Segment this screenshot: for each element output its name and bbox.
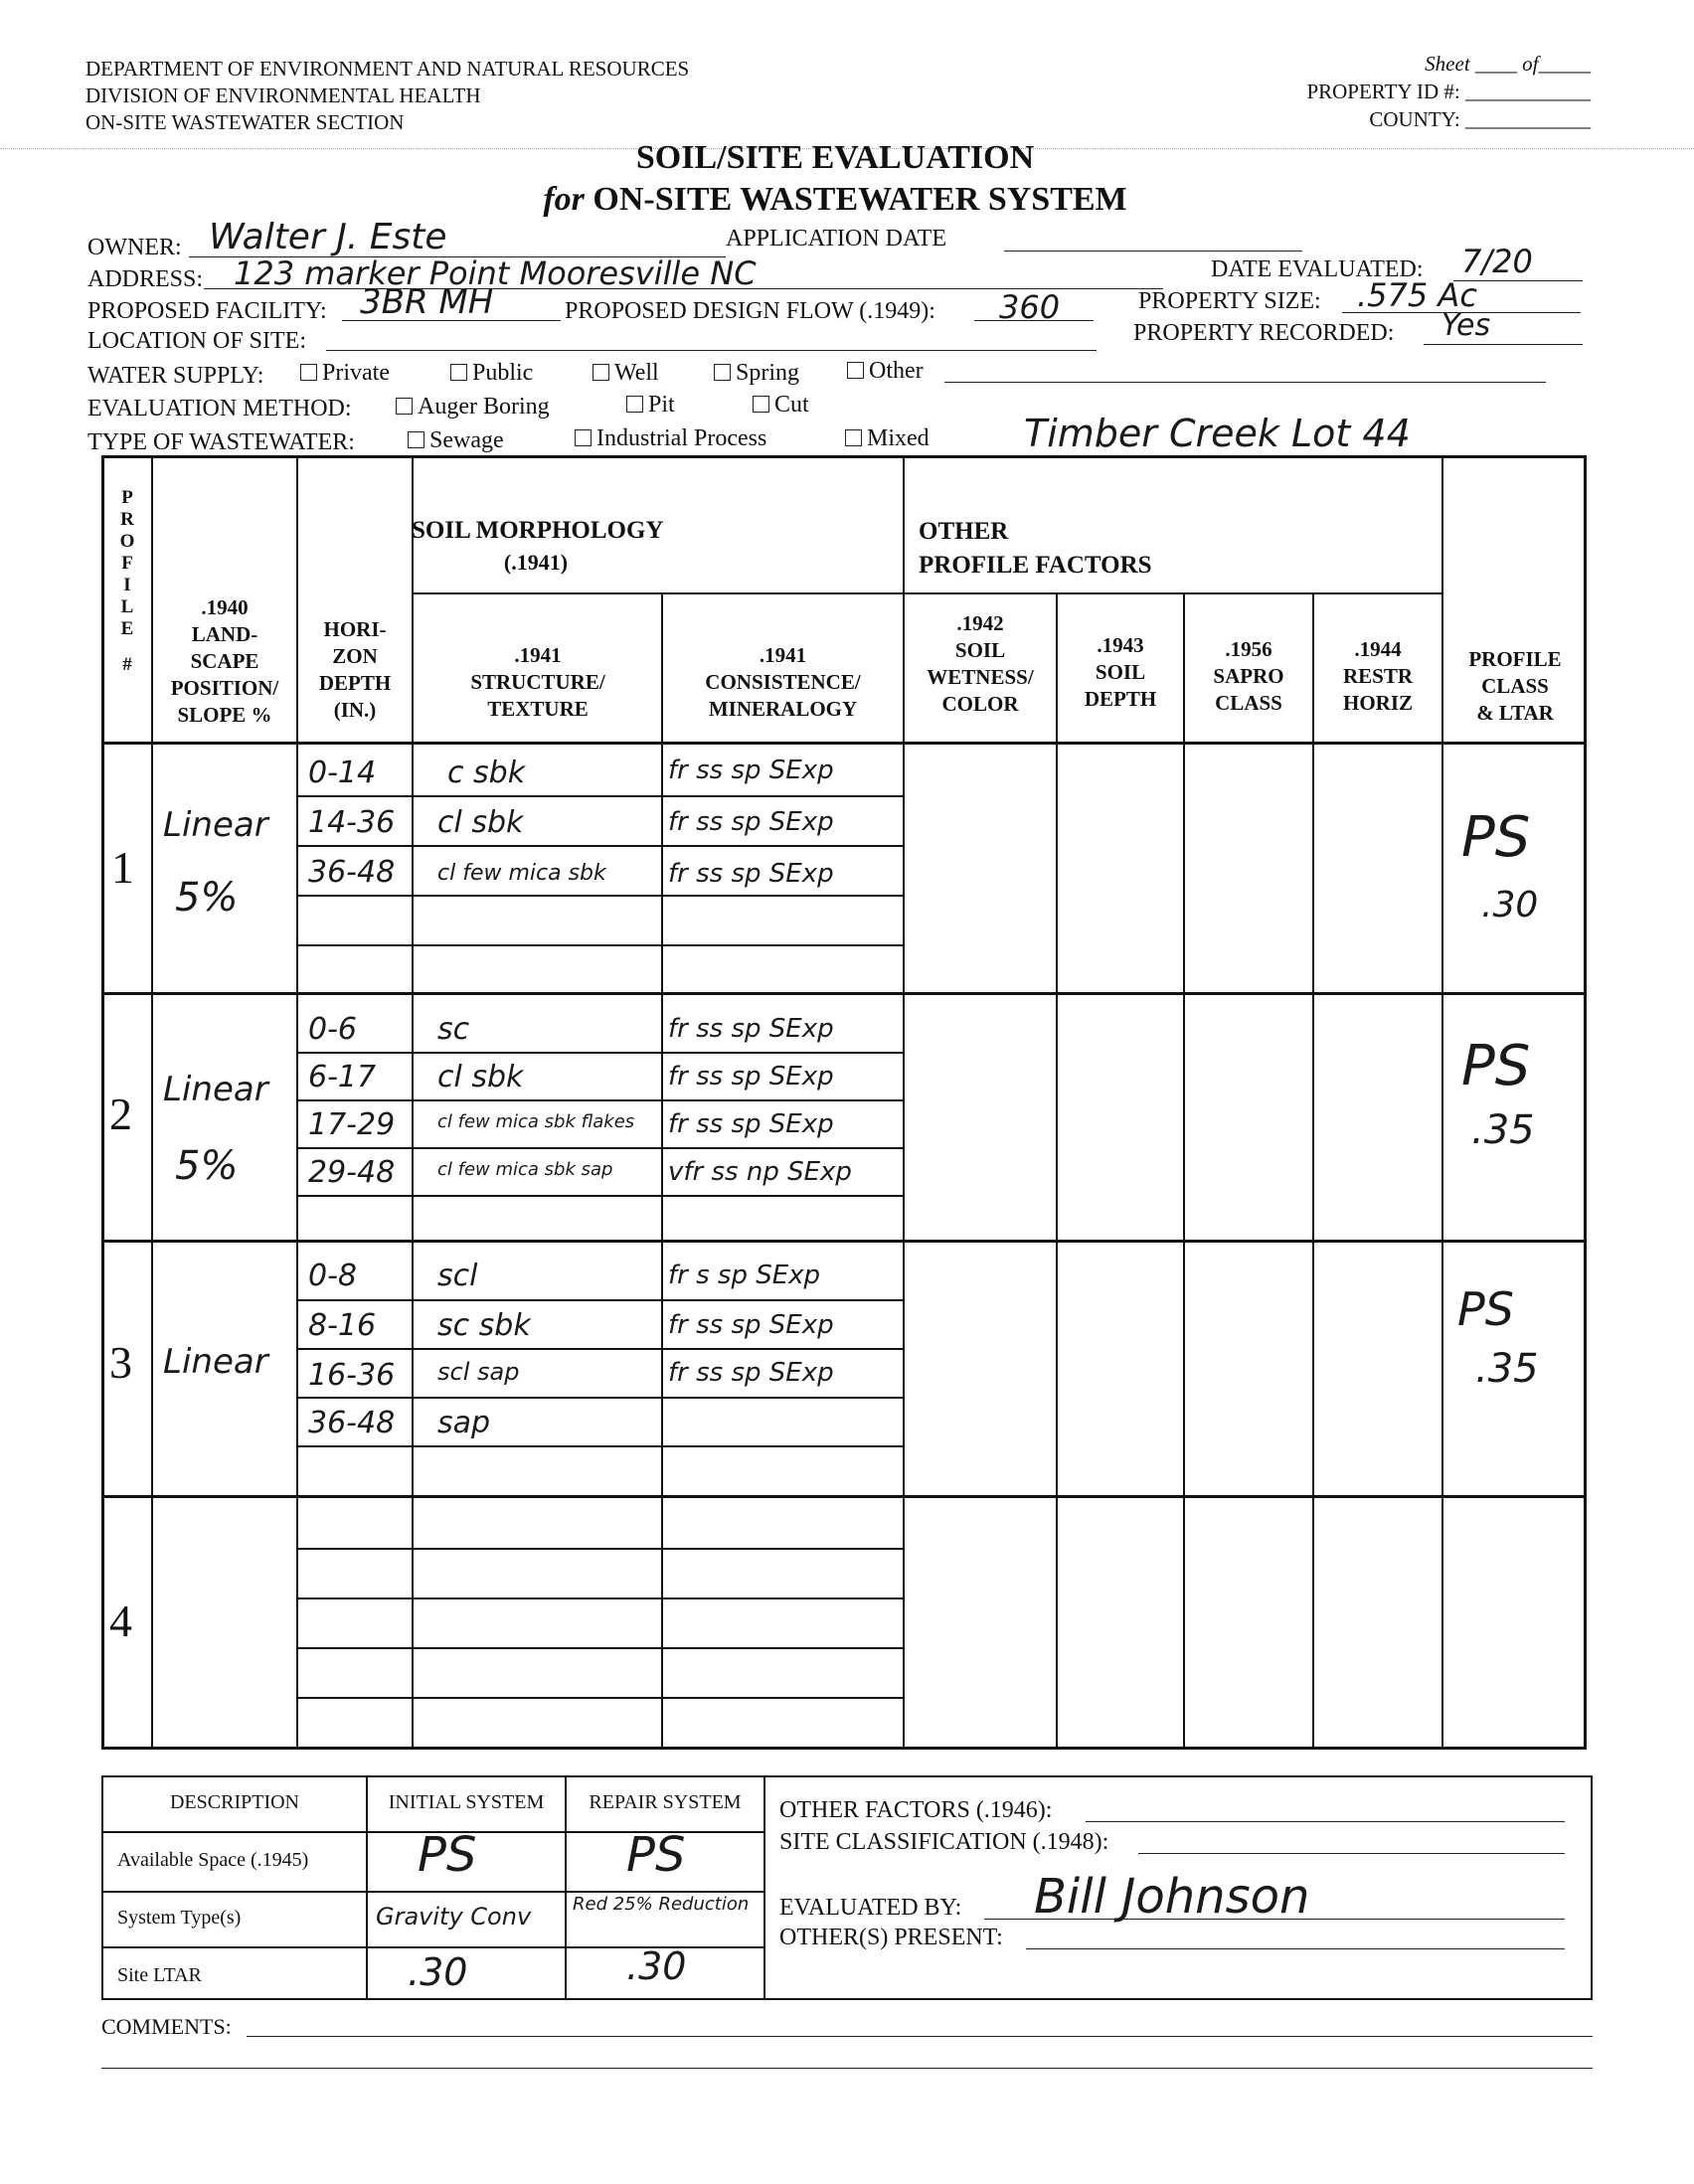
division-line: DIVISION OF ENVIRONMENTAL HEALTH bbox=[85, 84, 481, 107]
comments-label: COMMENTS: bbox=[101, 2014, 232, 2039]
evaluation-method-cut[interactable]: Cut bbox=[753, 392, 809, 419]
water-supply-other-field[interactable] bbox=[944, 382, 1546, 383]
structure-texture[interactable]: sc sbk bbox=[437, 1308, 531, 1343]
proposed-facility-field[interactable]: 3BR MH bbox=[360, 282, 494, 322]
site-ltar-label: Site LTAR bbox=[117, 1964, 202, 1986]
others-present-label: OTHER(S) PRESENT: bbox=[779, 1925, 1003, 1950]
consistence-mineralogy[interactable]: fr ss sp SExp bbox=[668, 1014, 834, 1044]
water-supply-well[interactable]: Well bbox=[593, 360, 659, 387]
evaluated-by-signature: Bill Johnson bbox=[1034, 1869, 1310, 1925]
checkbox-icon bbox=[753, 396, 769, 413]
horizon-depth-header: HORI- ZON DEPTH (IN.) bbox=[318, 617, 392, 722]
property-size-label: PROPERTY SIZE: bbox=[1138, 288, 1321, 314]
application-date-label: APPLICATION DATE bbox=[726, 226, 946, 252]
form-subtitle-for: for bbox=[543, 181, 585, 218]
evaluation-method-auger[interactable]: Auger Boring bbox=[396, 394, 550, 420]
water-supply-spring[interactable]: Spring bbox=[714, 360, 799, 387]
profile-number: 1 bbox=[111, 842, 134, 893]
structure-texture[interactable]: scl sap bbox=[437, 1358, 520, 1386]
available-space-initial[interactable]: PS bbox=[418, 1827, 477, 1883]
horizon-depth[interactable]: 8-16 bbox=[308, 1308, 377, 1343]
comments-field[interactable] bbox=[247, 2036, 1593, 2037]
profile-class-header: PROFILE CLASS & LTAR bbox=[1468, 647, 1562, 725]
water-supply-public[interactable]: Public bbox=[450, 360, 533, 387]
date-evaluated-label: DATE EVALUATED: bbox=[1211, 256, 1424, 282]
landscape-position[interactable]: Linear bbox=[163, 1342, 268, 1382]
sapro-header: .1956 SAPRO CLASS bbox=[1213, 637, 1284, 715]
location-field[interactable] bbox=[326, 350, 1097, 351]
structure-texture[interactable]: cl sbk bbox=[437, 1060, 524, 1094]
wastewater-mixed[interactable]: Mixed bbox=[845, 425, 930, 452]
form-title: SOIL/SITE EVALUATION bbox=[635, 139, 1035, 176]
profile-number: 4 bbox=[109, 1596, 132, 1646]
consistence-mineralogy[interactable]: vfr ss np SExp bbox=[668, 1157, 852, 1187]
property-recorded-field[interactable]: Yes bbox=[1441, 308, 1491, 343]
structure-texture[interactable]: c sbk bbox=[447, 756, 526, 790]
profile-ltar[interactable]: .35 bbox=[1471, 1107, 1535, 1153]
horizon-depth[interactable]: 0-8 bbox=[308, 1259, 357, 1293]
horizon-depth[interactable]: 36-48 bbox=[308, 1406, 396, 1440]
landscape-position[interactable]: Linear bbox=[163, 1070, 268, 1109]
consistence-mineralogy[interactable]: fr ss sp SExp bbox=[668, 756, 834, 785]
evaluated-by-label: EVALUATED BY: bbox=[779, 1895, 962, 1921]
wastewater-type-label: TYPE OF WASTEWATER: bbox=[87, 429, 355, 455]
structure-header: .1941 STRUCTURE/ TEXTURE bbox=[470, 643, 605, 721]
address-label: ADDRESS: bbox=[87, 266, 204, 292]
section-line: ON-SITE WASTEWATER SECTION bbox=[85, 110, 405, 134]
profile-number: 2 bbox=[109, 1089, 132, 1139]
horizon-depth[interactable]: 17-29 bbox=[308, 1107, 396, 1142]
landscape-slope[interactable]: 5% bbox=[175, 875, 239, 921]
structure-texture[interactable]: cl sbk bbox=[437, 805, 524, 840]
horizon-depth[interactable]: 6-17 bbox=[308, 1060, 377, 1094]
system-type-repair[interactable]: Red 25% Reduction bbox=[573, 1894, 750, 1915]
description-header: DESCRIPTION bbox=[169, 1791, 299, 1813]
wastewater-industrial[interactable]: Industrial Process bbox=[575, 425, 766, 452]
horizon-depth[interactable]: 0-14 bbox=[308, 756, 377, 790]
site-classification-label: SITE CLASSIFICATION (.1948): bbox=[779, 1829, 1109, 1855]
site-ltar-initial[interactable]: .30 bbox=[408, 1950, 468, 1994]
form-subtitle-text: ON-SITE WASTEWATER SYSTEM bbox=[593, 181, 1127, 218]
checkbox-icon bbox=[408, 431, 424, 448]
initial-system-header: INITIAL SYSTEM bbox=[388, 1791, 545, 1813]
soil-depth-header: .1943 SOIL DEPTH bbox=[1084, 633, 1157, 711]
repair-system-header: REPAIR SYSTEM bbox=[589, 1791, 742, 1813]
consistence-mineralogy[interactable]: fr ss sp SExp bbox=[668, 1109, 834, 1139]
structure-texture[interactable]: cl few mica sbk flakes bbox=[437, 1111, 635, 1132]
checkbox-icon bbox=[396, 398, 413, 415]
site-classification-field[interactable] bbox=[1138, 1853, 1565, 1854]
wastewater-sewage[interactable]: Sewage bbox=[408, 427, 504, 454]
address-field[interactable]: 123 marker Point Mooresville NC bbox=[234, 254, 757, 292]
structure-texture[interactable]: sap bbox=[437, 1406, 491, 1440]
checkbox-icon bbox=[593, 364, 609, 381]
evaluation-method-pit[interactable]: Pit bbox=[626, 392, 675, 419]
other-profile-factors-header: OTHER PROFILE FACTORS bbox=[919, 518, 1152, 579]
owner-label: OWNER: bbox=[87, 235, 182, 260]
landscape-slope[interactable]: 5% bbox=[175, 1143, 239, 1189]
consistence-mineralogy[interactable]: fr ss sp SExp bbox=[668, 807, 834, 837]
consistence-mineralogy[interactable]: fr ss sp SExp bbox=[668, 1310, 834, 1340]
checkbox-icon bbox=[714, 364, 731, 381]
horizon-depth[interactable]: 36-48 bbox=[308, 855, 396, 890]
property-recorded-label: PROPERTY RECORDED: bbox=[1133, 320, 1395, 346]
structure-texture[interactable]: sc bbox=[437, 1012, 470, 1047]
sheet-label: Sheet bbox=[1425, 52, 1470, 76]
profile-class[interactable]: PS bbox=[1461, 1034, 1531, 1098]
horizon-depth[interactable]: 0-6 bbox=[308, 1012, 357, 1047]
system-type-label: System Type(s) bbox=[117, 1907, 242, 1929]
property-size-field[interactable]: .575 Ac bbox=[1357, 276, 1477, 314]
landscape-position[interactable]: Linear bbox=[163, 805, 268, 845]
water-supply-other[interactable]: Other bbox=[847, 358, 924, 385]
checkbox-icon bbox=[575, 429, 592, 446]
available-space-label: Available Space (.1945) bbox=[117, 1849, 309, 1871]
system-type-initial[interactable]: Gravity Conv bbox=[376, 1903, 532, 1931]
location-label: LOCATION OF SITE: bbox=[87, 328, 306, 354]
profile-ltar[interactable]: .30 bbox=[1481, 885, 1539, 925]
department-block bbox=[85, 56, 689, 136]
water-supply-label: WATER SUPPLY: bbox=[87, 363, 264, 389]
available-space-repair[interactable]: PS bbox=[626, 1827, 686, 1883]
restr-header: .1944 RESTR HORIZ bbox=[1342, 637, 1414, 715]
site-ltar-repair[interactable]: .30 bbox=[626, 1944, 687, 1988]
profile-number: 3 bbox=[109, 1337, 132, 1388]
department-line: DEPARTMENT OF ENVIRONMENT AND NATURAL RESOURCES bbox=[85, 57, 690, 81]
landscape-header: .1940 LAND- SCAPE POSITION/ SLOPE % bbox=[170, 595, 279, 727]
of-label: of bbox=[1522, 52, 1539, 76]
others-present-field[interactable] bbox=[1026, 1948, 1565, 1949]
profile-number-header: P R O F I L E # bbox=[119, 487, 135, 675]
property-id-label: PROPERTY ID #: bbox=[1306, 80, 1460, 103]
consistence-header: .1941 CONSISTENCE/ MINERALOGY bbox=[705, 643, 861, 721]
application-date-field[interactable] bbox=[1004, 251, 1302, 252]
checkbox-icon bbox=[450, 364, 467, 381]
profile-class[interactable]: PS bbox=[1457, 1282, 1514, 1336]
consistence-mineralogy[interactable]: fr ss sp SExp bbox=[668, 1062, 834, 1092]
other-factors-label: OTHER FACTORS (.1946): bbox=[779, 1797, 1053, 1823]
sheet-block: Sheet ____ of_____ PROPERTY ID #: ____________ COUNTY: ____________ bbox=[1306, 52, 1591, 131]
site-note: Timber Creek Lot 44 bbox=[1024, 412, 1411, 455]
checkbox-icon bbox=[300, 364, 317, 381]
checkbox-icon bbox=[845, 429, 862, 446]
water-supply-private[interactable]: Private bbox=[300, 360, 390, 387]
other-factors-field[interactable] bbox=[1086, 1821, 1565, 1822]
soil-morphology-header: SOIL MORPHOLOGY (.1941) bbox=[412, 517, 664, 575]
consistence-mineralogy[interactable]: fr s sp SExp bbox=[668, 1260, 821, 1290]
horizon-depth[interactable]: 29-48 bbox=[308, 1155, 396, 1190]
structure-texture[interactable]: cl few mica sbk sap bbox=[437, 1159, 613, 1180]
owner-field[interactable]: Walter J. Este bbox=[209, 217, 447, 257]
county-label: COUNTY: bbox=[1369, 107, 1460, 131]
proposed-facility-label: PROPOSED FACILITY: bbox=[87, 298, 327, 324]
wetness-header: .1942 SOIL WETNESS/ COLOR bbox=[927, 611, 1034, 716]
design-flow-field[interactable]: 360 bbox=[999, 288, 1061, 326]
checkbox-icon bbox=[847, 362, 864, 379]
design-flow-label: PROPOSED DESIGN FLOW (.1949): bbox=[565, 298, 935, 324]
checkbox-icon bbox=[626, 396, 643, 413]
date-evaluated-field[interactable]: 7/20 bbox=[1461, 243, 1533, 280]
horizon-depth[interactable]: 16-36 bbox=[308, 1358, 396, 1393]
structure-texture[interactable]: scl bbox=[437, 1259, 478, 1293]
profile-class[interactable]: PS bbox=[1461, 805, 1531, 870]
horizon-depth[interactable]: 14-36 bbox=[308, 805, 396, 840]
structure-texture[interactable]: cl few mica sbk bbox=[437, 861, 606, 886]
evaluation-method-label: EVALUATION METHOD: bbox=[87, 396, 352, 421]
consistence-mineralogy[interactable]: fr ss sp SExp bbox=[668, 859, 834, 889]
profile-ltar[interactable]: .35 bbox=[1475, 1346, 1539, 1392]
form-subtitle bbox=[447, 181, 1223, 219]
consistence-mineralogy[interactable]: fr ss sp SExp bbox=[668, 1358, 834, 1388]
